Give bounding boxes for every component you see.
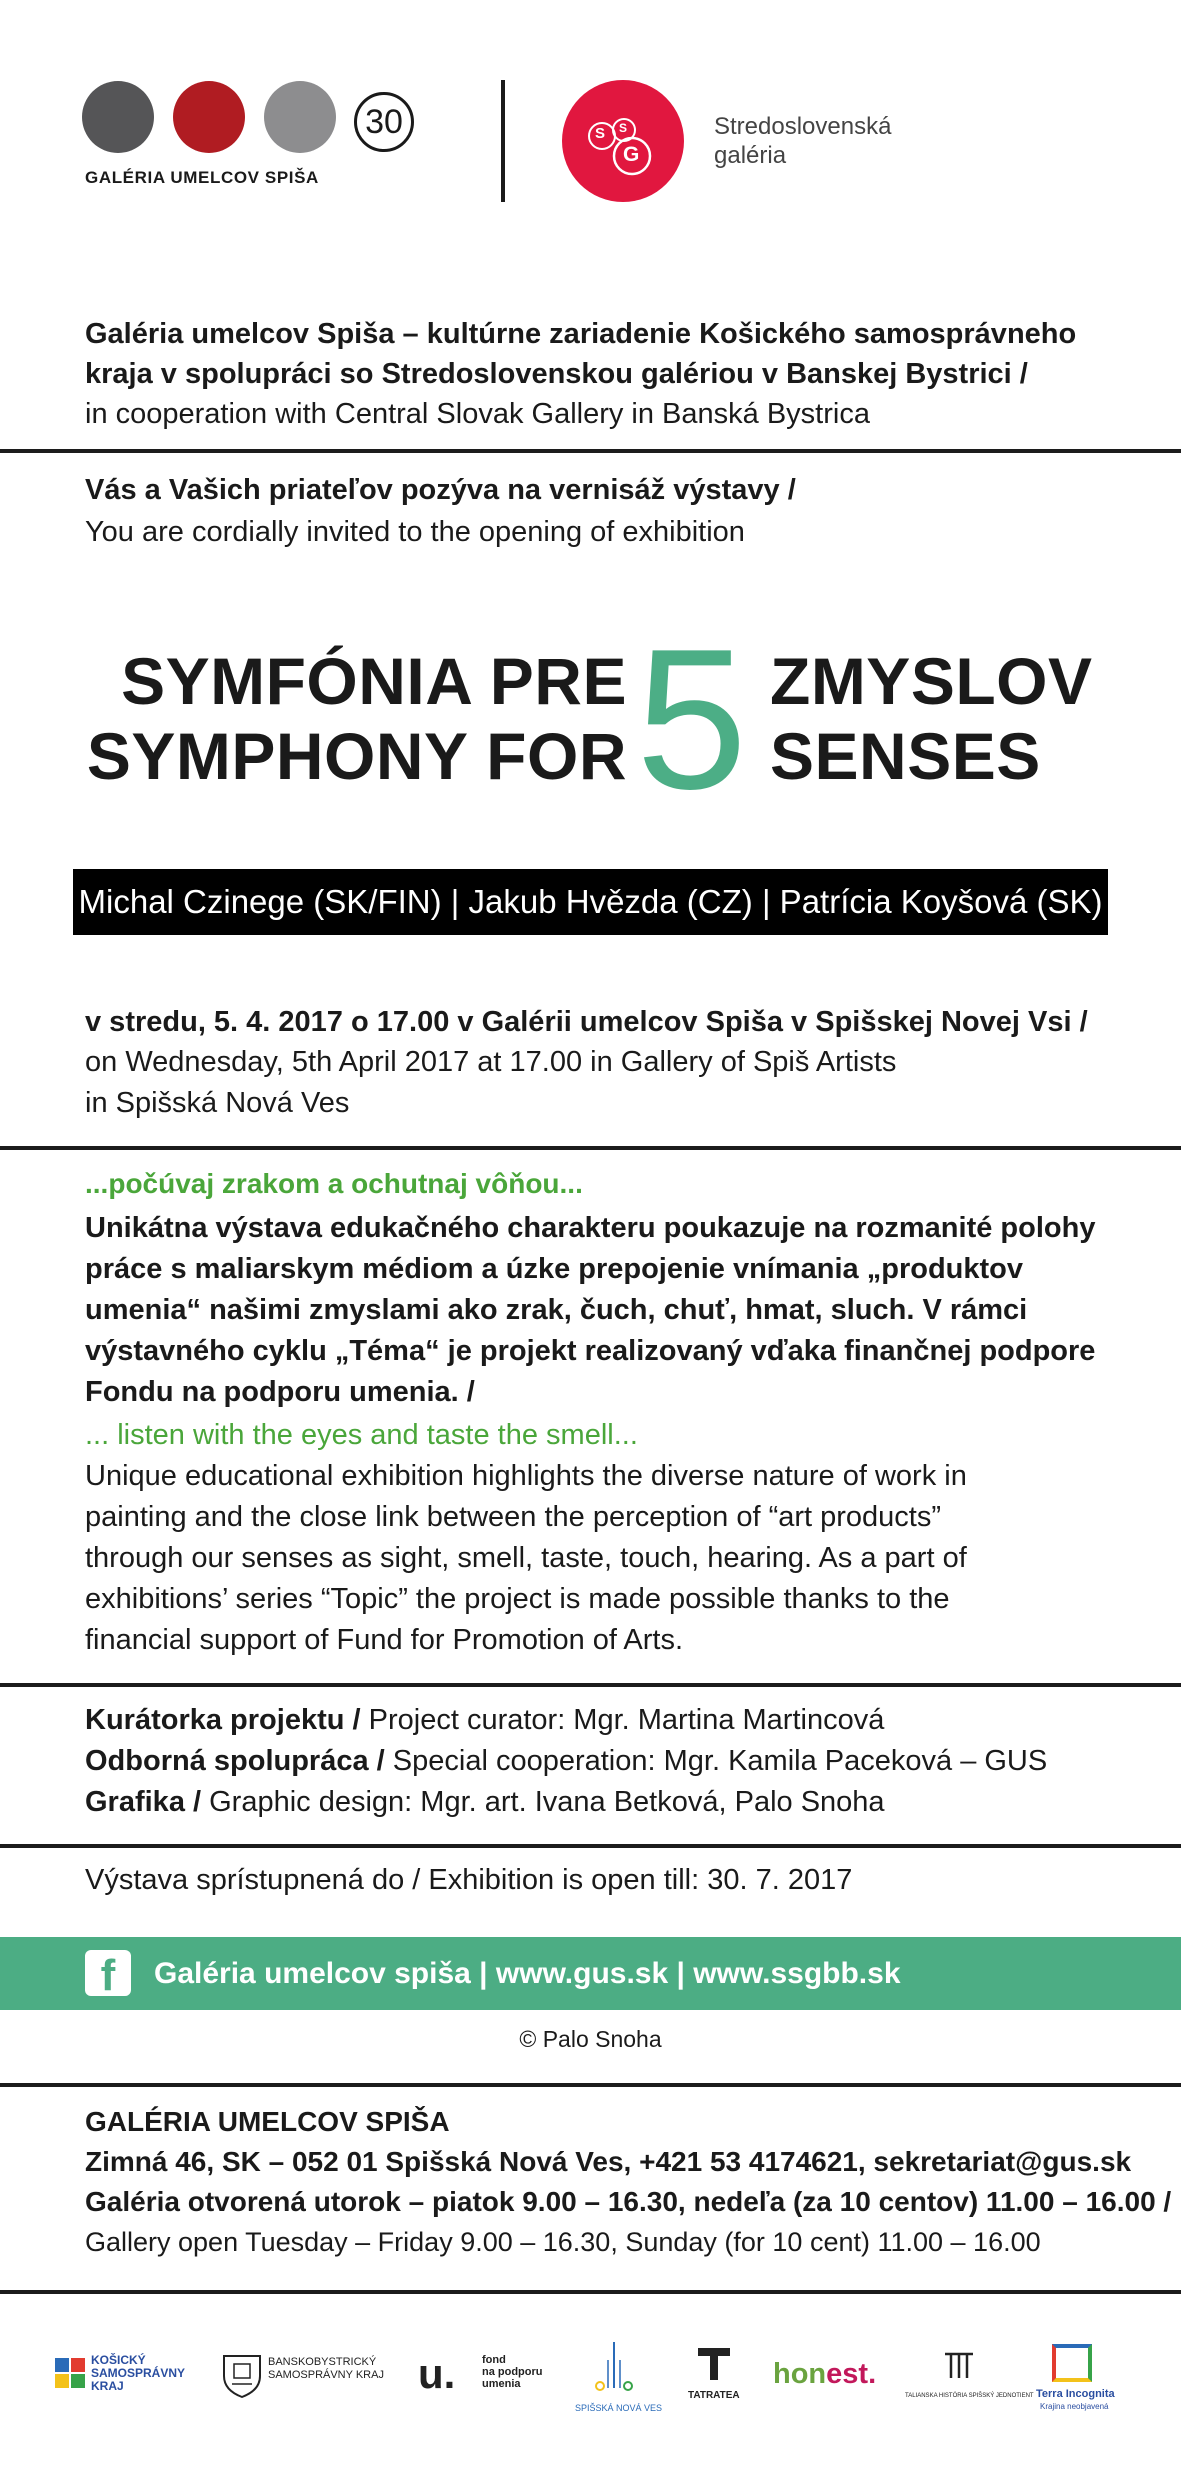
kosice-logo-mark — [55, 2358, 85, 2388]
sponsor-fpu — [418, 2340, 548, 2410]
photo-credit: © Palo Snoha — [519, 2026, 662, 2052]
contact-hours-sk: Galéria otvorená utorok – piatok 9.00 – 16.30, nedeľa (za 10 centov) 11.00 – 16.00 / — [85, 2186, 1172, 2217]
opening-en-line-1: on Wednesday, 5th April 2017 at 17.00 in Gallery of Spiš Artists — [85, 1046, 897, 1078]
divider-4 — [0, 1844, 1181, 1848]
intro-line-2: kraja v spolupráci so Stredoslovenskou galériou v Banskej Bystrici / — [85, 358, 1028, 390]
contact-hours-en: Gallery open Tuesday – Friday 9.00 – 16.30, Sunday (for 10 cent) 11.00 – 16.00 — [85, 2227, 1041, 2257]
divider-3 — [0, 1683, 1181, 1687]
links-bar-text[interactable]: Galéria umelcov spiša | www.gus.sk | www.ssgbb.sk — [154, 1957, 901, 1990]
fpu-line-1: fond — [482, 2354, 506, 2366]
divider-6 — [0, 2290, 1181, 2294]
description-en-line-4: exhibitions’ series “Topic” the project is made possible thanks to the — [85, 1583, 950, 1615]
terra-caption: Terra Incognita — [1036, 2388, 1115, 2400]
divider-1 — [0, 449, 1181, 453]
sponsor-tatratea — [684, 2340, 754, 2410]
contact-address: Zimná 46, SK – 052 01 Spišská Nová Ves, +421 53 4174621, sekretariat@gus.sk — [85, 2146, 1132, 2177]
ssg-logo-letter-s2: S — [619, 121, 628, 135]
ssg-logo-letter-s1: S — [595, 125, 606, 142]
tretia-caption: TALIANSKA HISTÓRIA SPIŠSKÝ JEDNOTIENT — [905, 2393, 1034, 2399]
fpu-logo-mark: u. — [418, 2350, 456, 2397]
credit-curator — [85, 1700, 884, 1740]
kosice-line-3: KRAJ — [91, 2379, 124, 2393]
description-en-line-3: through our senses as sight, smell, taste, touch, hearing. As a part of — [85, 1542, 967, 1574]
snv-caption: SPIŠSKÁ NOVÁ VES — [575, 2403, 663, 2413]
artists-bar: Michal Czinege (SK/FIN) | Jakub Hvězda (CZ) | Patrícia Koyšová (SK) — [73, 869, 1108, 935]
intro-line-1: Galéria umelcov Spiša – kultúrne zariadenie Košického samosprávneho — [85, 318, 1077, 350]
facebook-icon[interactable]: f — [85, 1950, 131, 1996]
gus-logo-red-circle — [173, 81, 245, 153]
invite-sk: Vás a Vašich priateľov pozýva na vernisáž výstavy / — [85, 474, 796, 506]
description-en-line-5: financial support of Fund for Promotion of Arts. — [85, 1624, 684, 1656]
title-number: 5 — [636, 608, 748, 831]
gus-logo-dark-circle — [82, 81, 154, 153]
gus-logo-caption: GALÉRIA UMELCOV SPIŠA — [85, 168, 319, 187]
description-sk-line-4: výstavného cyklu „Téma“ je projekt realizovaný vďaka finančnej podpore — [85, 1335, 1096, 1367]
tatratea-mark-icon — [694, 2344, 734, 2384]
divider-2 — [0, 1146, 1181, 1150]
open-till: Výstava sprístupnená do / Exhibition is open till: 30. 7. 2017 — [85, 1864, 853, 1896]
gus-logo-anniversary — [354, 92, 414, 152]
links-bar — [0, 1937, 1181, 2010]
title-en-right: SENSES — [770, 719, 1041, 793]
description-sk-tagline: ...počúvaj zrakom a ochutnaj vôňou... — [85, 1168, 583, 1199]
sponsor-tretia — [905, 2340, 1034, 2410]
credit-curator-value: Project curator: Mgr. Martina Martincová — [368, 1704, 885, 1736]
sponsor-honest — [773, 2340, 893, 2410]
ssg-logo-mark — [562, 80, 684, 202]
fpu-line-3: umenia — [482, 2378, 521, 2390]
tretia-mark-icon — [941, 2348, 977, 2384]
invite-en: You are cordially invited to the opening of exhibition — [85, 516, 745, 548]
opening-sk: v stredu, 5. 4. 2017 o 17.00 v Galérii umelcov Spiša v Spišskej Novej Vsi / — [85, 1006, 1088, 1038]
credit-graphics-label: Grafika / — [85, 1786, 202, 1818]
sponsor-kosice — [55, 2340, 205, 2410]
fpu-line-2: na podporu — [482, 2366, 543, 2378]
ssg-logo-name-line1: Stredoslovenská — [714, 113, 892, 140]
ssg-logo-name-line2: galéria — [714, 142, 787, 169]
bb-line-2: SAMOSPRÁVNY KRAJ — [268, 2369, 384, 2381]
snv-tower-icon — [592, 2340, 636, 2400]
bb-coat-of-arms-icon — [222, 2354, 262, 2398]
credit-cooperation — [85, 1741, 1047, 1781]
ssg-logo-rings-icon — [562, 80, 684, 202]
contact-name: GALÉRIA UMELCOV SPIŠA — [85, 2106, 450, 2137]
sponsor-banska-bystrica — [222, 2340, 392, 2410]
title-sk-left: SYMFÓNIA PRE — [121, 644, 627, 718]
honest-part-b: est. — [826, 2358, 877, 2390]
intro-line-3: in cooperation with Central Slovak Gallery in Banská Bystrica — [85, 398, 870, 430]
bb-line-1: BANSKOBYSTRICKÝ — [268, 2356, 377, 2368]
gus-logo-anniversary-number: 30 — [365, 103, 403, 141]
ssg-logo-letter-g: G — [623, 143, 640, 166]
title-sk-right: ZMYSLOV — [770, 644, 1093, 718]
description-sk-line-3: umenia“ našimi zmyslami ako zrak, čuch, chuť, hmat, sluch. V rámci — [85, 1294, 1028, 1326]
description-en-line-1: Unique educational exhibition highlights the diverse nature of work in — [85, 1460, 967, 1492]
honest-part-a: hon — [773, 2358, 827, 2390]
sponsor-spisska-nova-ves — [575, 2340, 663, 2413]
credit-curator-label: Kurátorka projektu / — [85, 1704, 361, 1736]
terra-subcaption: Krajina neobjavená — [1040, 2402, 1109, 2411]
description-sk-line-2: práce s maliarskym médiom a úzke prepojenie vnímania „produktov — [85, 1253, 1023, 1285]
opening-en-line-2: in Spišská Nová Ves — [85, 1087, 350, 1119]
title-en-left: SYMPHONY FOR — [86, 719, 627, 793]
credit-graphics — [85, 1782, 885, 1822]
gus-logo — [82, 78, 442, 198]
credit-graphics-value: Graphic design: Mgr. art. Ivana Betková, Palo Snoha — [209, 1786, 885, 1818]
gus-logo-grey-circle — [264, 81, 336, 153]
description-en-line-2: painting and the close link between the perception of “art products” — [85, 1501, 942, 1533]
credit-cooperation-value: Special cooperation: Mgr. Kamila Paceková – GUS — [392, 1745, 1048, 1777]
divider-5 — [0, 2083, 1181, 2087]
tatratea-caption: TATRATEA — [688, 2390, 740, 2401]
kosice-line-1: KOŠICKÝ — [91, 2353, 146, 2367]
description-en-tagline: ... listen with the eyes and taste the smell... — [85, 1419, 638, 1451]
description-sk-line-1: Unikátna výstava edukačného charakteru poukazuje na rozmanité polohy — [85, 1212, 1096, 1244]
credit-cooperation-label: Odborná spolupráca / — [85, 1745, 385, 1777]
kosice-line-2: SAMOSPRÁVNY — [91, 2366, 186, 2380]
header-divider — [501, 80, 505, 202]
description-sk-line-5: Fondu na podporu umenia. / — [85, 1376, 475, 1408]
sponsor-terra-incognita — [1028, 2340, 1138, 2410]
terra-frame-mark — [1052, 2344, 1092, 2382]
